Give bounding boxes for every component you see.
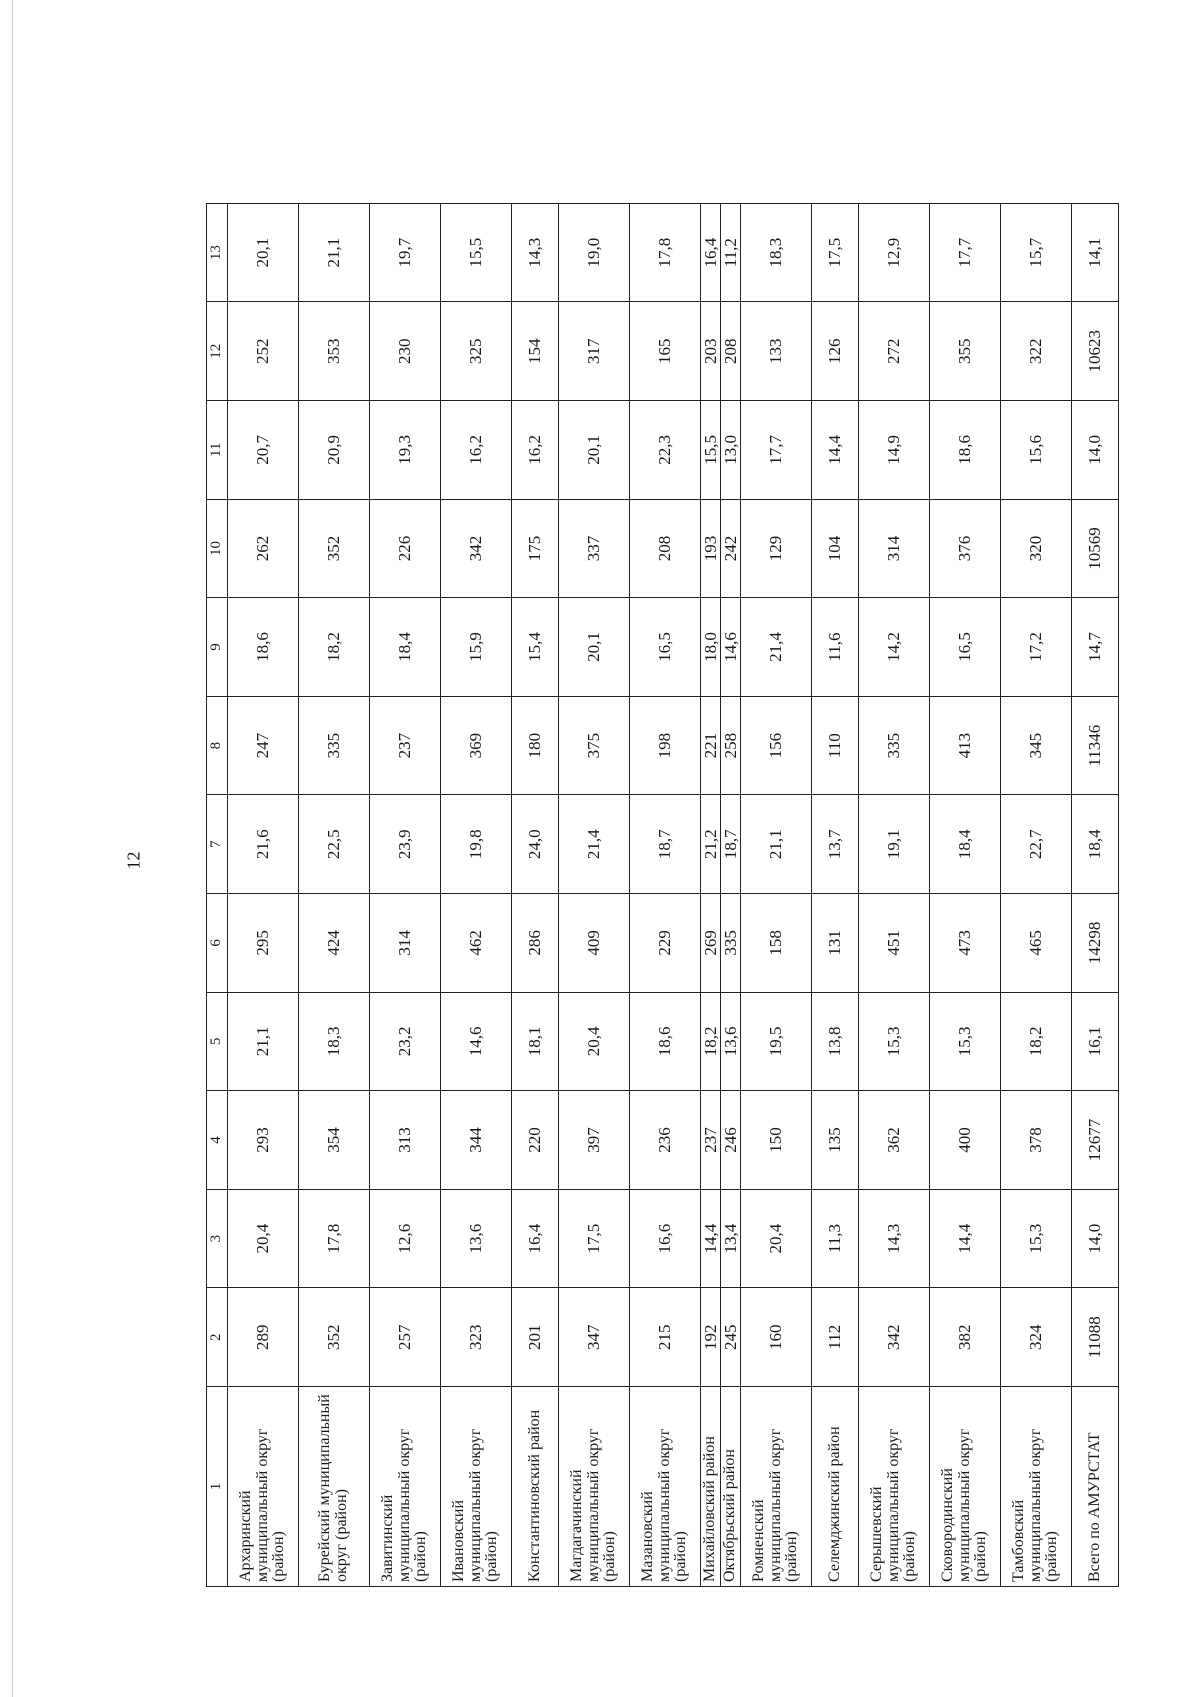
table-cell: 17,8 [299, 1189, 370, 1288]
table-row [630, 203, 701, 1586]
table-row [299, 203, 370, 1586]
table-cell: 13,7 [812, 795, 859, 894]
table-cell: 376 [930, 499, 1001, 598]
table-cell: 19,5 [741, 992, 812, 1091]
table-cell: 13,6 [721, 992, 741, 1091]
table-cell: 465 [1001, 894, 1072, 993]
table-row [812, 203, 859, 1586]
table-cell: 11346 [1072, 696, 1119, 795]
territory-name: Серышевский муниципальный округ (район) [859, 1387, 930, 1587]
table-cell: 11,6 [812, 598, 859, 697]
table-cell: 203 [701, 302, 721, 401]
table-cell: 258 [721, 696, 741, 795]
table-cell: 342 [441, 499, 512, 598]
table-row [1001, 203, 1072, 1586]
table-cell: 18,3 [299, 992, 370, 1091]
table-cell: 245 [721, 1288, 741, 1387]
table-cell: 13,6 [441, 1189, 512, 1288]
table-cell: 21,4 [741, 598, 812, 697]
table-cell: 362 [859, 1091, 930, 1190]
table-cell: 18,4 [370, 598, 441, 697]
table-cell: 11088 [1072, 1288, 1119, 1387]
table-cell: 14,6 [441, 992, 512, 1091]
table-cell: 16,5 [930, 598, 1001, 697]
table-cell: 16,2 [441, 401, 512, 500]
statistics-table [206, 203, 1119, 1587]
table-cell: 154 [512, 302, 559, 401]
table-cell: 104 [812, 499, 859, 598]
table-cell: 22,3 [630, 401, 701, 500]
territory-name: Михайловский район [701, 1387, 721, 1587]
table-cell: 15,9 [441, 598, 512, 697]
table-cell: 12,9 [859, 203, 930, 302]
table-row [559, 203, 630, 1586]
territory-name: Ромненский муниципальный округ (район) [741, 1387, 812, 1587]
table-cell: 314 [370, 894, 441, 993]
table-cell: 313 [370, 1091, 441, 1190]
table-cell: 21,2 [701, 795, 721, 894]
table-cell: 237 [701, 1091, 721, 1190]
table-cell: 262 [228, 499, 299, 598]
table-cell: 17,5 [559, 1189, 630, 1288]
table-cell: 18,2 [299, 598, 370, 697]
table-row [228, 203, 299, 1586]
column-header: 1 [207, 1387, 228, 1587]
table-cell: 229 [630, 894, 701, 993]
table-cell: 293 [228, 1091, 299, 1190]
table-cell: 17,5 [812, 203, 859, 302]
table-cell: 10623 [1072, 302, 1119, 401]
table-cell: 220 [512, 1091, 559, 1190]
table-cell: 323 [441, 1288, 512, 1387]
table-cell: 12,6 [370, 1189, 441, 1288]
table-cell: 18,4 [930, 795, 1001, 894]
table-cell: 369 [441, 696, 512, 795]
table-cell: 413 [930, 696, 1001, 795]
table-cell: 353 [299, 302, 370, 401]
table-cell: 13,8 [812, 992, 859, 1091]
table-cell: 14,3 [512, 203, 559, 302]
column-header: 9 [207, 598, 228, 697]
territory-name: Бурейский муниципальный округ (район) [299, 1387, 370, 1587]
table-cell: 18,6 [228, 598, 299, 697]
table-row [930, 203, 1001, 1586]
table-cell: 20,1 [559, 598, 630, 697]
table-cell: 180 [512, 696, 559, 795]
table-body [228, 203, 1119, 1586]
table-cell: 15,4 [512, 598, 559, 697]
table-cell: 400 [930, 1091, 1001, 1190]
table-cell: 21,1 [299, 203, 370, 302]
table-cell: 14298 [1072, 894, 1119, 993]
table-cell: 20,7 [228, 401, 299, 500]
table-cell: 18,2 [701, 992, 721, 1091]
page-number: 12 [123, 851, 144, 870]
table-cell: 165 [630, 302, 701, 401]
table-cell: 110 [812, 696, 859, 795]
table-cell: 21,1 [228, 992, 299, 1091]
table-cell: 355 [930, 302, 1001, 401]
column-header: 7 [207, 795, 228, 894]
table-cell: 129 [741, 499, 812, 598]
table-header-row [207, 203, 228, 1586]
table-cell: 18,0 [701, 598, 721, 697]
territory-name: Магдагачинский муниципальный округ (район) [559, 1387, 630, 1587]
table-cell: 15,3 [859, 992, 930, 1091]
table-cell: 18,2 [1001, 992, 1072, 1091]
table-cell: 18,6 [930, 401, 1001, 500]
table-cell: 20,4 [741, 1189, 812, 1288]
table-cell: 397 [559, 1091, 630, 1190]
table-cell: 378 [1001, 1091, 1072, 1190]
table-cell: 17,7 [930, 203, 1001, 302]
table-cell: 14,7 [1072, 598, 1119, 697]
table-cell: 20,1 [559, 401, 630, 500]
territory-name: Селемджинский район [812, 1387, 859, 1587]
table-cell: 230 [370, 302, 441, 401]
table-cell: 20,1 [228, 203, 299, 302]
table-cell: 352 [299, 499, 370, 598]
column-header: 3 [207, 1189, 228, 1288]
table-cell: 286 [512, 894, 559, 993]
table-cell: 221 [701, 696, 721, 795]
table-cell: 314 [859, 499, 930, 598]
table-cell: 156 [741, 696, 812, 795]
table-cell: 17,7 [741, 401, 812, 500]
territory-name: Мазановский муниципальный округ (район) [630, 1387, 701, 1587]
table-cell: 23,9 [370, 795, 441, 894]
table-row [441, 203, 512, 1586]
table-cell: 335 [859, 696, 930, 795]
table-cell: 320 [1001, 499, 1072, 598]
table-cell: 17,2 [1001, 598, 1072, 697]
table-cell: 424 [299, 894, 370, 993]
table-cell: 18,7 [721, 795, 741, 894]
table-cell: 193 [701, 499, 721, 598]
table-cell: 23,2 [370, 992, 441, 1091]
table-cell: 158 [741, 894, 812, 993]
table-cell: 208 [721, 302, 741, 401]
table-row [370, 203, 441, 1586]
table-cell: 15,5 [441, 203, 512, 302]
table-cell: 14,0 [1072, 401, 1119, 500]
table-cell: 16,2 [512, 401, 559, 500]
table-cell: 269 [701, 894, 721, 993]
table-cell: 14,0 [1072, 1189, 1119, 1288]
territory-name: Тамбовский муниципальный округ (район) [1001, 1387, 1072, 1587]
table-cell: 19,1 [859, 795, 930, 894]
table-row [1072, 203, 1119, 1586]
table-cell: 335 [721, 894, 741, 993]
table-cell: 160 [741, 1288, 812, 1387]
table-cell: 335 [299, 696, 370, 795]
table-cell: 257 [370, 1288, 441, 1387]
table-cell: 252 [228, 302, 299, 401]
table-cell: 18,3 [741, 203, 812, 302]
table-cell: 344 [441, 1091, 512, 1190]
table-cell: 208 [630, 499, 701, 598]
column-header: 5 [207, 992, 228, 1091]
table-cell: 135 [812, 1091, 859, 1190]
table-row [721, 203, 741, 1586]
table-cell: 126 [812, 302, 859, 401]
table-cell: 382 [930, 1288, 1001, 1387]
table-cell: 16,5 [630, 598, 701, 697]
table-cell: 20,4 [228, 1189, 299, 1288]
column-header: 4 [207, 1091, 228, 1190]
table-cell: 451 [859, 894, 930, 993]
column-header: 6 [207, 894, 228, 993]
table-cell: 14,4 [701, 1189, 721, 1288]
table-cell: 272 [859, 302, 930, 401]
territory-name: Завитинский муниципальный округ (район) [370, 1387, 441, 1587]
table-cell: 317 [559, 302, 630, 401]
table-cell: 14,9 [859, 401, 930, 500]
table-cell: 175 [512, 499, 559, 598]
table-row [859, 203, 930, 1586]
table-cell: 325 [441, 302, 512, 401]
table-cell: 17,8 [630, 203, 701, 302]
table-cell: 345 [1001, 696, 1072, 795]
table-cell: 22,5 [299, 795, 370, 894]
table-cell: 19,8 [441, 795, 512, 894]
table-cell: 16,6 [630, 1189, 701, 1288]
table-cell: 21,4 [559, 795, 630, 894]
table-cell: 409 [559, 894, 630, 993]
table-cell: 16,4 [701, 203, 721, 302]
table-cell: 15,6 [1001, 401, 1072, 500]
table-cell: 289 [228, 1288, 299, 1387]
table-cell: 20,4 [559, 992, 630, 1091]
table-cell: 347 [559, 1288, 630, 1387]
territory-name: Ивановский муниципальный округ (район) [441, 1387, 512, 1587]
table-cell: 150 [741, 1091, 812, 1190]
table-cell: 14,2 [859, 598, 930, 697]
table-cell: 192 [701, 1288, 721, 1387]
table-cell: 246 [721, 1091, 741, 1190]
table-cell: 11,2 [721, 203, 741, 302]
table-cell: 352 [299, 1288, 370, 1387]
table-cell: 15,3 [930, 992, 1001, 1091]
table-cell: 337 [559, 499, 630, 598]
table-cell: 131 [812, 894, 859, 993]
table-cell: 14,1 [1072, 203, 1119, 302]
table-cell: 473 [930, 894, 1001, 993]
table-cell: 236 [630, 1091, 701, 1190]
table-cell: 375 [559, 696, 630, 795]
table-cell: 19,7 [370, 203, 441, 302]
table-cell: 354 [299, 1091, 370, 1190]
table-cell: 18,6 [630, 992, 701, 1091]
territory-name: Всего по АМУРСТАТ [1072, 1387, 1119, 1587]
column-header: 11 [207, 401, 228, 500]
territory-name: Архаринский муниципальный округ (район) [228, 1387, 299, 1587]
table-cell: 22,7 [1001, 795, 1072, 894]
table-cell: 20,9 [299, 401, 370, 500]
column-header: 2 [207, 1288, 228, 1387]
table-cell: 18,1 [512, 992, 559, 1091]
table-cell: 19,3 [370, 401, 441, 500]
table-cell: 133 [741, 302, 812, 401]
table-cell: 10569 [1072, 499, 1119, 598]
territory-name: Сковородинский муниципальный округ (район) [930, 1387, 1001, 1587]
table-cell: 14,4 [812, 401, 859, 500]
table-cell: 21,1 [741, 795, 812, 894]
table-cell: 462 [441, 894, 512, 993]
column-header: 8 [207, 696, 228, 795]
table-cell: 14,6 [721, 598, 741, 697]
table-cell: 215 [630, 1288, 701, 1387]
table-cell: 237 [370, 696, 441, 795]
column-header: 10 [207, 499, 228, 598]
table-row [701, 203, 721, 1586]
table-cell: 16,4 [512, 1189, 559, 1288]
statistics-table-rotated [206, 204, 1105, 1587]
table-cell: 112 [812, 1288, 859, 1387]
document-page [12, 0, 1200, 1697]
territory-name: Константиновский район [512, 1387, 559, 1587]
table-cell: 15,5 [701, 401, 721, 500]
table-cell: 16,1 [1072, 992, 1119, 1091]
table-cell: 14,4 [930, 1189, 1001, 1288]
table-cell: 12677 [1072, 1091, 1119, 1190]
column-header: 13 [207, 203, 228, 302]
table-cell: 21,6 [228, 795, 299, 894]
table-cell: 322 [1001, 302, 1072, 401]
table-cell: 324 [1001, 1288, 1072, 1387]
table-cell: 14,3 [859, 1189, 930, 1288]
table-row [512, 203, 559, 1586]
column-header: 12 [207, 302, 228, 401]
table-cell: 13,4 [721, 1189, 741, 1288]
table-cell: 19,0 [559, 203, 630, 302]
table-cell: 15,3 [1001, 1189, 1072, 1288]
territory-name: Октябрьский район [721, 1387, 741, 1587]
table-cell: 247 [228, 696, 299, 795]
table-cell: 24,0 [512, 795, 559, 894]
table-cell: 18,4 [1072, 795, 1119, 894]
table-cell: 198 [630, 696, 701, 795]
table-cell: 342 [859, 1288, 930, 1387]
table-cell: 11,3 [812, 1189, 859, 1288]
table-cell: 295 [228, 894, 299, 993]
table-cell: 13,0 [721, 401, 741, 500]
table-cell: 201 [512, 1288, 559, 1387]
table-row [741, 203, 812, 1586]
table-cell: 226 [370, 499, 441, 598]
table-cell: 15,7 [1001, 203, 1072, 302]
table-cell: 242 [721, 499, 741, 598]
table-cell: 18,7 [630, 795, 701, 894]
